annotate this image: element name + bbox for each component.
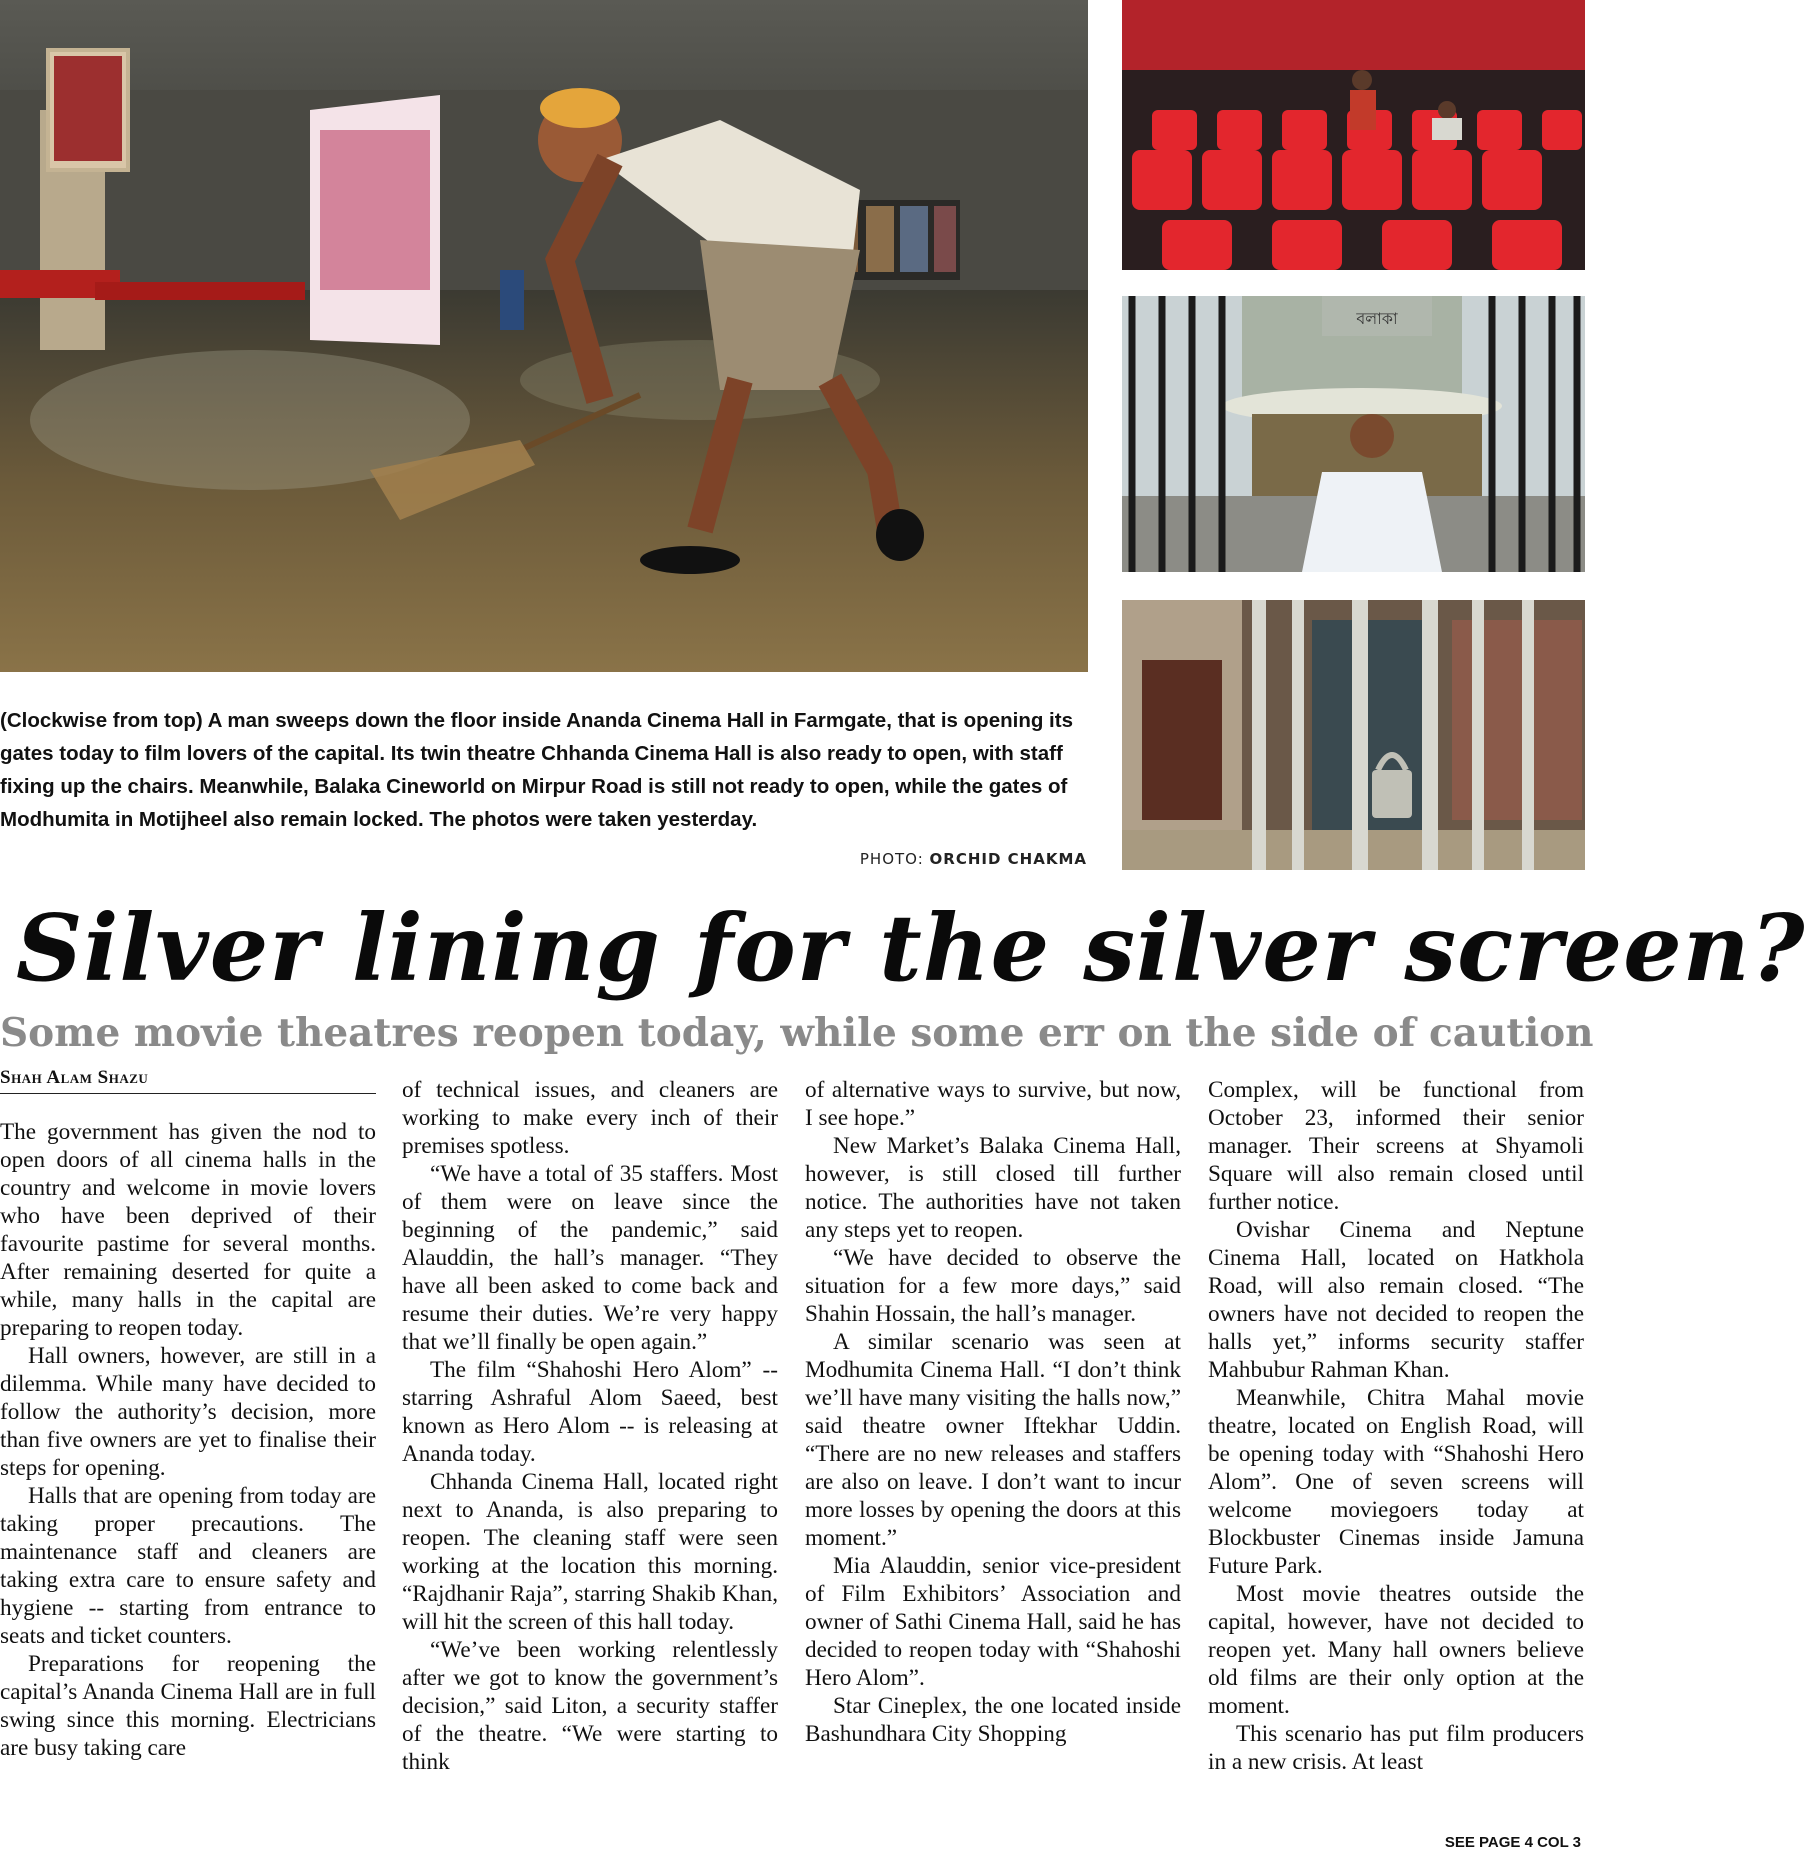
continued-jump-line[interactable]: SEE PAGE 4 COL 3	[1444, 1834, 1581, 1851]
article-column-4	[1208, 1076, 1584, 1776]
paragraph: The film “Shahoshi Hero Alom” -- starring Ashraful Alom Saeed, best known as Hero Alom -- is releasing at Ananda today.	[402, 1357, 778, 1467]
headline: Silver lining for the silver screen?	[16, 894, 1806, 1002]
paragraph: Complex, will be functional from October 23, informed their senior manager. Their screens at Shyamoli Square will also remain closed until further notice.	[1208, 1077, 1584, 1215]
paragraph: Ovishar Cinema and Neptune Cinema Hall, located on Hatkhola Road, will also remain closed. “The owners have not decided to reopen the halls yet,” informs security staffer Mahbubur Rahman Khan.	[1208, 1217, 1584, 1383]
paragraph: “We have decided to observe the situation for a few more days,” said Shahin Hossain, the hall’s manager.	[805, 1245, 1181, 1327]
photo-credit	[860, 850, 1087, 868]
main-photo	[0, 0, 1088, 672]
paragraph: Mia Alauddin, senior vice-president of Film Exhibitors’ Association and owner of Sathi Cinema Hall, said he has decided to reopen today with “Shahoshi Hero Alom”.	[805, 1553, 1181, 1691]
paragraph: of technical issues, and cleaners are working to make every inch of their premises spotless.	[402, 1077, 778, 1159]
byline: Shah Alam Shazu	[0, 1067, 376, 1094]
paragraph: “We have a total of 35 staffers. Most of them were on leave since the beginning of the pandemic,” said Alauddin, the hall’s manager. “They have all been asked to come back and resume their duties. We’re very happy that we’ll finally be open again.”	[402, 1161, 778, 1355]
paragraph: Most movie theatres outside the capital, however, have not decided to reopen yet. Many hall owners believe old films are their only option at the moment.	[1208, 1581, 1584, 1719]
paragraph: A similar scenario was seen at Modhumita Cinema Hall. “I don’t think we’ll have many visiting the halls now,” said theatre owner Iftekhar Uddin. “There are no new releases and staffers are also on leave. I don’t want to incur more losses by opening the doors at this moment.”	[805, 1329, 1181, 1551]
photo-caption: (Clockwise from top) A man sweeps down the floor inside Ananda Cinema Hall in Farmgate, that is opening its gates today to film lovers of the capital. Its twin theatre Chhanda Cinema Hall is also ready to open, with staff fixing up the chairs. Meanwhile, Balaka Cineworld on Mirpur Road is still not ready to open, while the gates of Modhumita in Motijheel also remain locked. The photos were taken yesterday.	[0, 709, 1073, 831]
paragraph: Hall owners, however, are still in a dilemma. While many have decided to follow the authority’s decision, more than five owners are yet to finalise their steps for opening.	[0, 1343, 376, 1481]
gate-sign-text: বলাকা	[1356, 309, 1398, 328]
article-column-2	[402, 1076, 778, 1776]
paragraph: Meanwhile, Chitra Mahal movie theatre, located on English Road, will be opening today with “Shahoshi Hero Alom”. One of seven screens will welcome moviegoers today at Blockbuster Cinemas inside Jamuna Future Park.	[1208, 1385, 1584, 1579]
gate-photo	[1122, 296, 1585, 572]
article-column-3	[805, 1076, 1181, 1748]
credit-label: PHOTO:	[859, 850, 924, 868]
subheadline: Some movie theatres reopen today, while some err on the side of caution	[0, 1010, 1594, 1056]
paragraph: This scenario has put film producers in a new crisis. At least	[1208, 1721, 1584, 1775]
paragraph: “We’ve been working relentlessly after we got to know the government’s decision,” said Liton, a security staffer of the theatre. “We were starting to think	[402, 1637, 778, 1775]
paragraph: Preparations for reopening the capital’s Ananda Cinema Hall are in full swing since this morning. Electricians are busy taking care	[0, 1651, 376, 1761]
seats-photo	[1122, 0, 1585, 270]
paragraph: Chhanda Cinema Hall, located right next to Ananda, is also preparing to reopen. The cleaning staff were seen working at the location this morning. “Rajdhanir Raja”, starring Shakib Khan, will hit the screen of this hall today.	[402, 1469, 778, 1635]
paragraph: New Market’s Balaka Cinema Hall, however, is still closed till further notice. The authorities have not taken any steps yet to reopen.	[805, 1133, 1181, 1243]
lock-photo	[1122, 600, 1585, 870]
credit-name: ORCHID CHAKMA	[929, 850, 1087, 868]
paragraph: Star Cineplex, the one located inside Bashundhara City Shopping	[805, 1693, 1181, 1747]
paragraph: The government has given the nod to open doors of all cinema halls in the country and welcome in movie lovers who have been deprived of their favourite pastime for several months. After remaining deserted for quite a while, many halls in the capital are preparing to reopen today.	[0, 1119, 376, 1341]
article-column-1	[0, 1118, 376, 1762]
paragraph: of alternative ways to survive, but now, I see hope.”	[805, 1077, 1181, 1131]
paragraph: Halls that are opening from today are taking proper precautions. The maintenance staff and cleaners are taking extra care to ensure safety and hygiene -- starting from entrance to seats and ticket counters.	[0, 1483, 376, 1649]
